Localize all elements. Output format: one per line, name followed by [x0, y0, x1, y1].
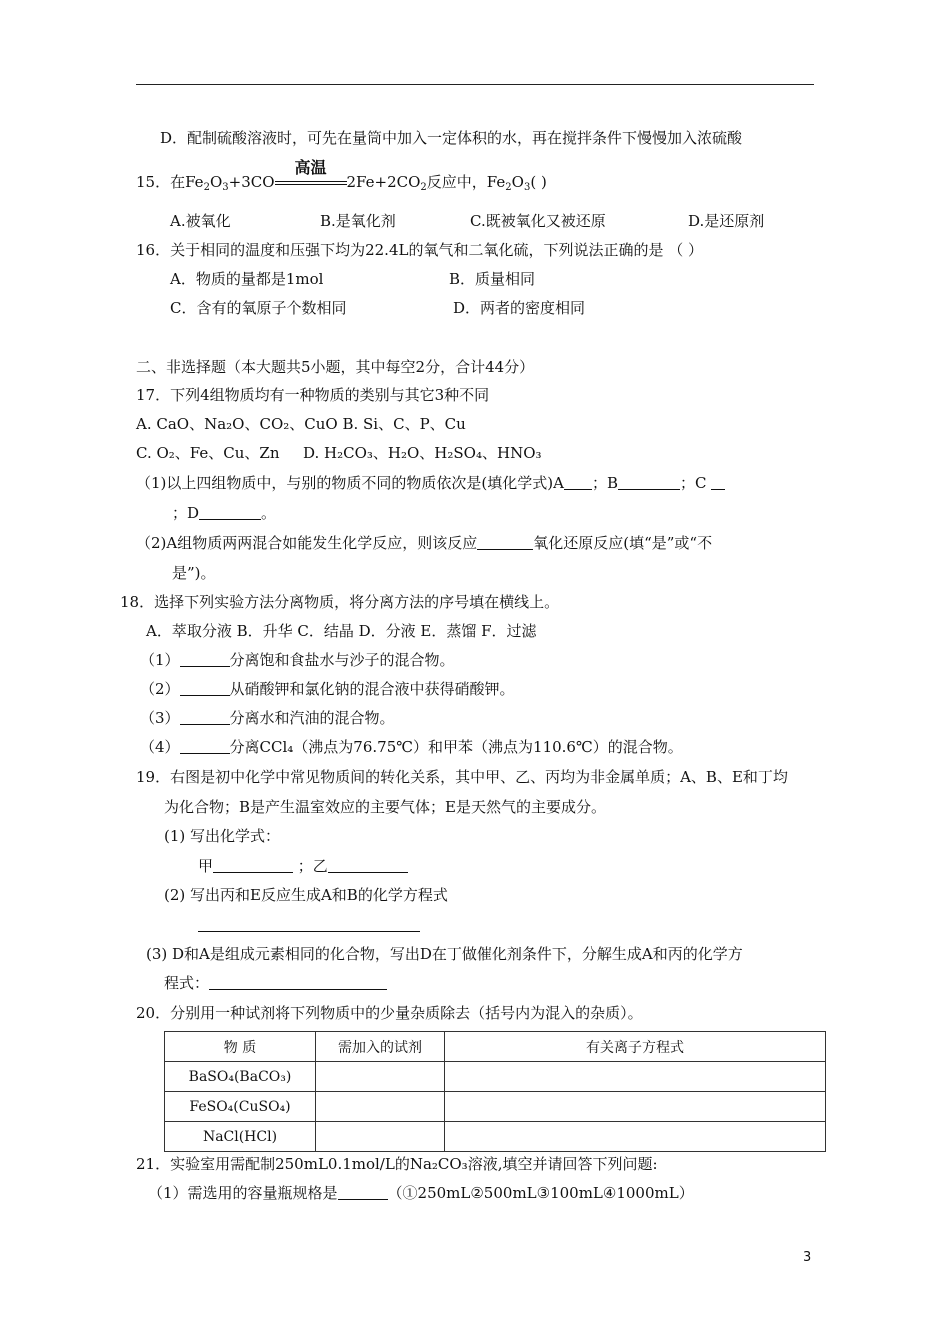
q17-part1: （1)以上四组物质中，与别的物质不同的物质依次是(填化学式)A ；B ；C — [136, 473, 725, 493]
q18-stem: 18．选择下列实验方法分离物质，将分离方法的序号填在横线上。 — [120, 593, 560, 611]
blank-b[interactable] — [618, 475, 680, 490]
q18-item-3: （3） 分离水和汽油的混合物。 — [140, 709, 395, 727]
q19-part1: (1) 写出化学式： — [164, 827, 281, 845]
q19-part3-cont: 程式： — [164, 973, 387, 993]
q16-stem: 16．关于相同的温度和压强下均为22.4L的氧气和二氧化硫，下列说法正确的是 （ ） — [136, 241, 703, 259]
q15-option-c: C.既被氧化又被还原 — [470, 212, 606, 230]
q15-option-d: D.是还原剂 — [688, 212, 765, 230]
q17-part1-cont: ；D 。 — [172, 504, 277, 522]
table-header-row — [165, 1032, 826, 1062]
q19-part2-answer — [198, 915, 420, 935]
blank-18-4[interactable] — [180, 739, 230, 754]
q16-option-c: C．含有的氧原子个数相同 — [170, 299, 347, 317]
q19-stem-cont: 为化合物；B是产生温室效应的主要气体；E是天然气的主要成分。 — [164, 798, 606, 816]
q21-part1: （1）需选用的容量瓶规格是 （①250mL②500mL③100mL④1000mL） — [148, 1184, 694, 1202]
q21-stem: 21．实验室用需配制250mL0.1mol/L的Na₂CO₃溶液,填空并请回答下列问题: — [136, 1155, 658, 1173]
table-cell-equation[interactable] — [445, 1062, 826, 1092]
header-rule — [136, 84, 814, 85]
blank-jia[interactable] — [213, 858, 293, 873]
page-number: 3 — [803, 1250, 812, 1265]
q17-part2: （2)A组物质两两混合如能发生化学反应，则该反应 氧化还原反应(填“是”或“不 — [136, 534, 713, 552]
q17-group-c: C. O₂、Fe、Cu、Zn — [136, 444, 280, 462]
q18-item-1: （1） 分离饱和食盐水与沙子的混合物。 — [140, 651, 455, 669]
blank-yi[interactable] — [328, 858, 408, 873]
table-header: 物 质 — [165, 1032, 316, 1062]
table-cell-equation[interactable] — [445, 1122, 826, 1152]
reaction-condition: 高温 — [294, 158, 327, 177]
table-header: 有关离子方程式 — [445, 1032, 826, 1062]
table-header: 需加入的试剂 — [316, 1032, 445, 1062]
q19-part2: (2) 写出丙和E反应生成A和B的化学方程式 — [164, 886, 448, 904]
table-cell-reagent[interactable] — [316, 1062, 445, 1092]
blank-equation-3[interactable] — [209, 975, 387, 990]
reaction-condition-arrow — [275, 158, 347, 192]
table-row — [165, 1062, 826, 1092]
blank-18-2[interactable] — [180, 681, 230, 696]
q17-part2-cont: 是”)。 — [172, 564, 216, 582]
q18-options: A．萃取分液 B．升华 C．结晶 D．分液 E．蒸馏 F．过滤 — [146, 622, 537, 640]
q16-option-d: D．两者的密度相同 — [453, 299, 586, 317]
table-cell-substance: BaSO₄(BaCO₃) — [165, 1062, 316, 1092]
blank-d[interactable] — [199, 505, 261, 520]
table-row — [165, 1092, 826, 1122]
q17-stem: 17．下列4组物质均有一种物质的类别与其它3种不同 — [136, 386, 490, 404]
section-heading: 二、非选择题（本大题共5小题，其中每空2分，合计44分） — [136, 358, 535, 376]
blank-a[interactable] — [564, 475, 592, 490]
blank-c[interactable] — [711, 475, 725, 490]
table-cell-substance: FeSO₄(CuSO₄) — [165, 1092, 316, 1122]
blank-18-3[interactable] — [180, 710, 230, 725]
q20-stem: 20．分别用一种试剂将下列物质中的少量杂质除去（括号内为混入的杂质）。 — [136, 1004, 643, 1022]
q15-stem: 15．在$Fe_2O_3+3CO$ 高温 $2Fe+2CO_2$反应中，$Fe_2O_3$( ) — [136, 158, 547, 193]
q17-group-d: D. H₂CO₃、H₂O、H₂SO₄、HNO₃ — [303, 444, 542, 462]
blank-flask[interactable] — [338, 1185, 388, 1200]
q18-item-2: （2） 从硝酸钾和氯化钠的混合液中获得硝酸钾。 — [140, 680, 515, 698]
q16-option-a: A．物质的量都是1mol — [170, 270, 324, 288]
blank-redox[interactable] — [477, 535, 533, 550]
q19-part3: (3) D和A是组成元素相同的化合物，写出D在丁做催化剂条件下，分解生成A和丙的化学方 — [146, 945, 743, 963]
q19-part1-blanks: 甲 ；乙 — [198, 856, 408, 876]
blank-18-1[interactable] — [180, 652, 230, 667]
q16-option-b: B．质量相同 — [449, 270, 536, 288]
q15-option-b: B.是氧化剂 — [320, 212, 396, 230]
q18-item-4: （4） 分离CCl₄（沸点为76.75℃）和甲苯（沸点为110.6℃）的混合物。 — [140, 738, 683, 756]
q17-groups-ab: A. CaO、Na₂O、CO₂、CuO B. Si、C、P、Cu — [136, 415, 466, 433]
table-cell-reagent[interactable] — [316, 1092, 445, 1122]
blank-equation-2[interactable] — [198, 917, 420, 932]
table-cell-reagent[interactable] — [316, 1122, 445, 1152]
impurity-table — [164, 1031, 826, 1152]
table-cell-equation[interactable] — [445, 1092, 826, 1122]
table-cell-substance: NaCl(HCl) — [165, 1122, 316, 1152]
q19-stem: 19．右图是初中化学中常见物质间的转化关系，其中甲、乙、丙均为非金属单质；A、B、E和丁均 — [136, 768, 788, 786]
q15-option-a: A.被氧化 — [170, 212, 231, 230]
q14-option-d: D．配制硫酸溶液时，可先在量筒中加入一定体积的水，再在搅拌条件下慢慢加入浓硫酸 — [160, 129, 743, 147]
table-row — [165, 1122, 826, 1152]
